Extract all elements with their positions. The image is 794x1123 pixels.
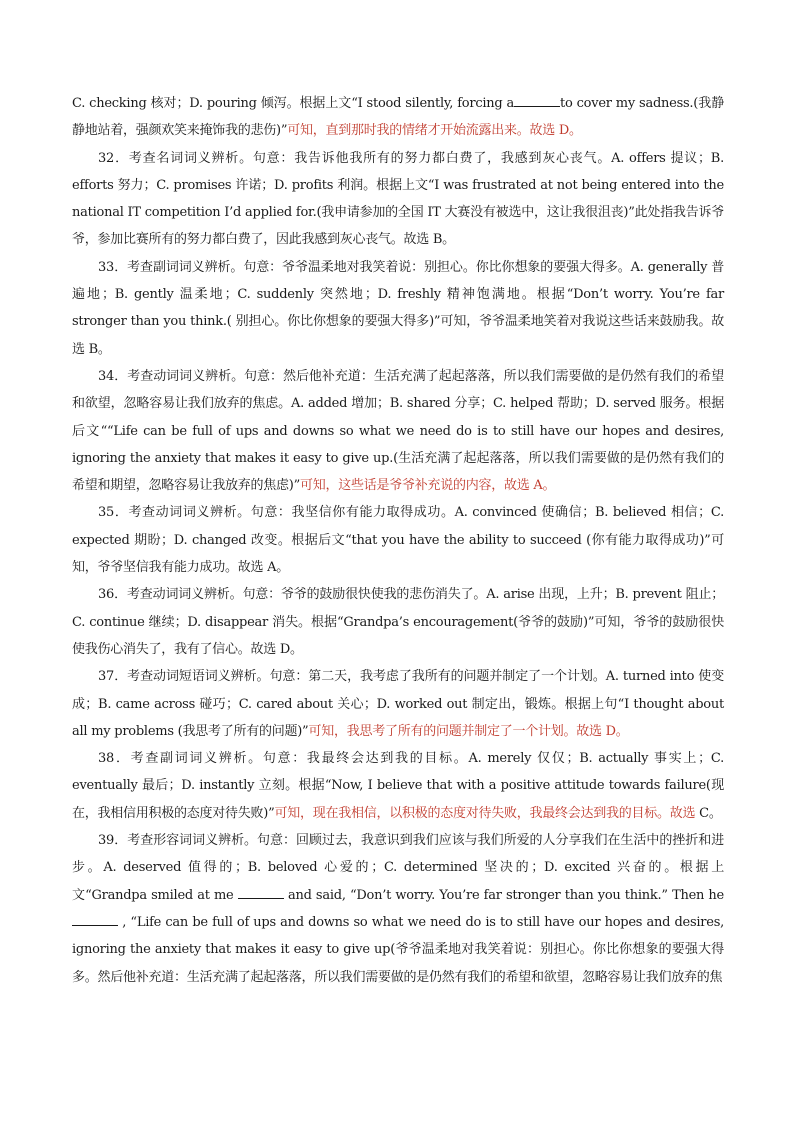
highlighted-text: 可知，这些话是爷爷补充说的内容，故选 A。: [299, 478, 556, 494]
paragraph-text: C. checking 核对；D. pouring 倾泻。根据上文“I stood silently, forcing a: [72, 96, 515, 111]
paragraph-text: 37．考查动词短语词义辨析。句意：第二天，我考虑了我所有的问题并制定了一个计划。A. turned into 使变成；B. came across 碰巧；C. cared about 关心；D. worked out 制定出，锻炼。根据上句“I thought about all my problems (我思考了所有的问题)”: [72, 669, 724, 739]
paragraph-text: 36．考查动词词义辨析。句意：爷爷的鼓励很快使我的悲伤消失了。A. arise 出现，上升；B. prevent 阻止；C. continue 继续；D. disappear 消失。根据“Grandpa’s encouragement(爷爷的鼓励)”可知，爷爷的鼓励很快使我伤心消失了，我有了信心。故选 D。: [72, 587, 724, 657]
paragraph-text: 33．考查副词词义辨析。句意：爷爷温柔地对我笑着说：别担心。你比你想象的要强大得多。A. generally 普遍地；B. gently 温柔地；C. suddenly 突然地；D. freshly 精神饱满地。根据“Don’t worry. You’re far stronger than you think.( 别担心。你比你想象的要强大得多)”可知，爷爷温柔地笑着对我说这些话来鼓励我。故选 B。: [72, 259, 724, 357]
paragraph-q35: [72, 499, 724, 581]
fill-in-blank: [238, 886, 284, 899]
paragraph-p-cont: [72, 90, 724, 145]
highlighted-text: 可知，直到那时我的情绪才开始流露出来。故选 D。: [287, 123, 582, 139]
paragraph-q39: [72, 827, 724, 991]
paragraph-text: 39．考查形容词词义辨析。句意：回顾过去，我意识到我们应该与我们所爱的人分享我们在生活中的挫折和进步。A. deserved 值得的；B. beloved 心爱的；C. determined 坚决的；D. excited 兴奋的。根据上文“Grandpa smiled at me: [72, 833, 724, 903]
paragraph-q33: [72, 254, 724, 363]
paragraph-text: 32．考查名词词义辨析。句意：我告诉他我所有的努力都白费了，我感到灰心丧气。A. offers 提议；B. efforts 努力；C. promises 许诺；D. profits 利润。根据上文“I was frustrated at not being entered into the national IT competition I’d applied for.(我申请参加的全国 IT 大赛没有被选中，这让我很沮丧)”此处指我告诉爷爷，参加比赛所有的努力都白费了，因此我感到灰心丧气。故选 B。: [72, 150, 724, 248]
paragraph-q36: [72, 581, 724, 663]
paragraph-q38: [72, 745, 724, 827]
paragraph-text: 38．考查副词词义辨析。句意：我最终会达到我的目标。A. merely 仅仅；B. actually 事实上；C. eventually 最后；D. instantly 立刻。根据“Now, I believe that with a positive attitude towards failure(现在，我相信用积极的态度对待失败)”: [72, 751, 724, 821]
highlighted-text: 可知，我思考了所有的问题并制定了一个计划。故选 D。: [308, 723, 629, 739]
paragraph-q37: [72, 663, 724, 745]
paragraph-text: , “Life can be full of ups and downs so what we need do is to still have our hopes and desires, ignoring the anxiety that makes it easy to give up(爷爷温柔地对我笑着说：别担心。你比你想象的要强大得多。然后他补充道：生活充满了起起落落，所以我们需要做的是仍然有我们的希望和欲望，忽略容易让我们放弃的焦: [72, 914, 724, 985]
fill-in-blank: [514, 94, 560, 107]
answer-explanations: [72, 90, 724, 991]
paragraph-q32: [72, 145, 724, 254]
paragraph-text: 35．考查动词词义辨析。句意：我坚信你有能力取得成功。A. convinced 使确信；B. believed 相信；C. expected 期盼；D. changed 改变。根据后文“that you have the ability to succeed (你有能力取得成功)”可知，爷爷坚信我有能力成功。故选 A。: [72, 505, 724, 576]
paragraph-q34: [72, 363, 724, 499]
paragraph-text: C。: [695, 805, 722, 821]
paragraph-text: 34．考查动词词义辨析。句意：然后他补充道：生活充满了起起落落，所以我们需要做的是仍然有我们的希望和欲望，忽略容易让我们放弃的焦虑。A. added 增加；B. shared 分享；C. helped 帮助；D. served 服务。根据后文““Life can be full of ups and downs so what we need do is to still have our hopes and desires, ignoring the anxiety that makes it easy to give up.(生活充满了起起落落，所以我们需要做的是仍然有我们的希望和期望，忽略容易让我放弃的焦虑)”: [72, 368, 724, 494]
paragraph-text: to cover my sadness.(我静静地站着，强颜欢笑来掩饰我的悲伤)”: [72, 96, 724, 139]
fill-in-blank: [72, 913, 118, 926]
paragraph-text: and said, “Don’t worry. You’re far stronger than you think.” Then he: [283, 887, 724, 903]
highlighted-text: 可知，现在我相信，以积极的态度对待失败，我最终会达到我的目标。故选: [274, 805, 696, 821]
